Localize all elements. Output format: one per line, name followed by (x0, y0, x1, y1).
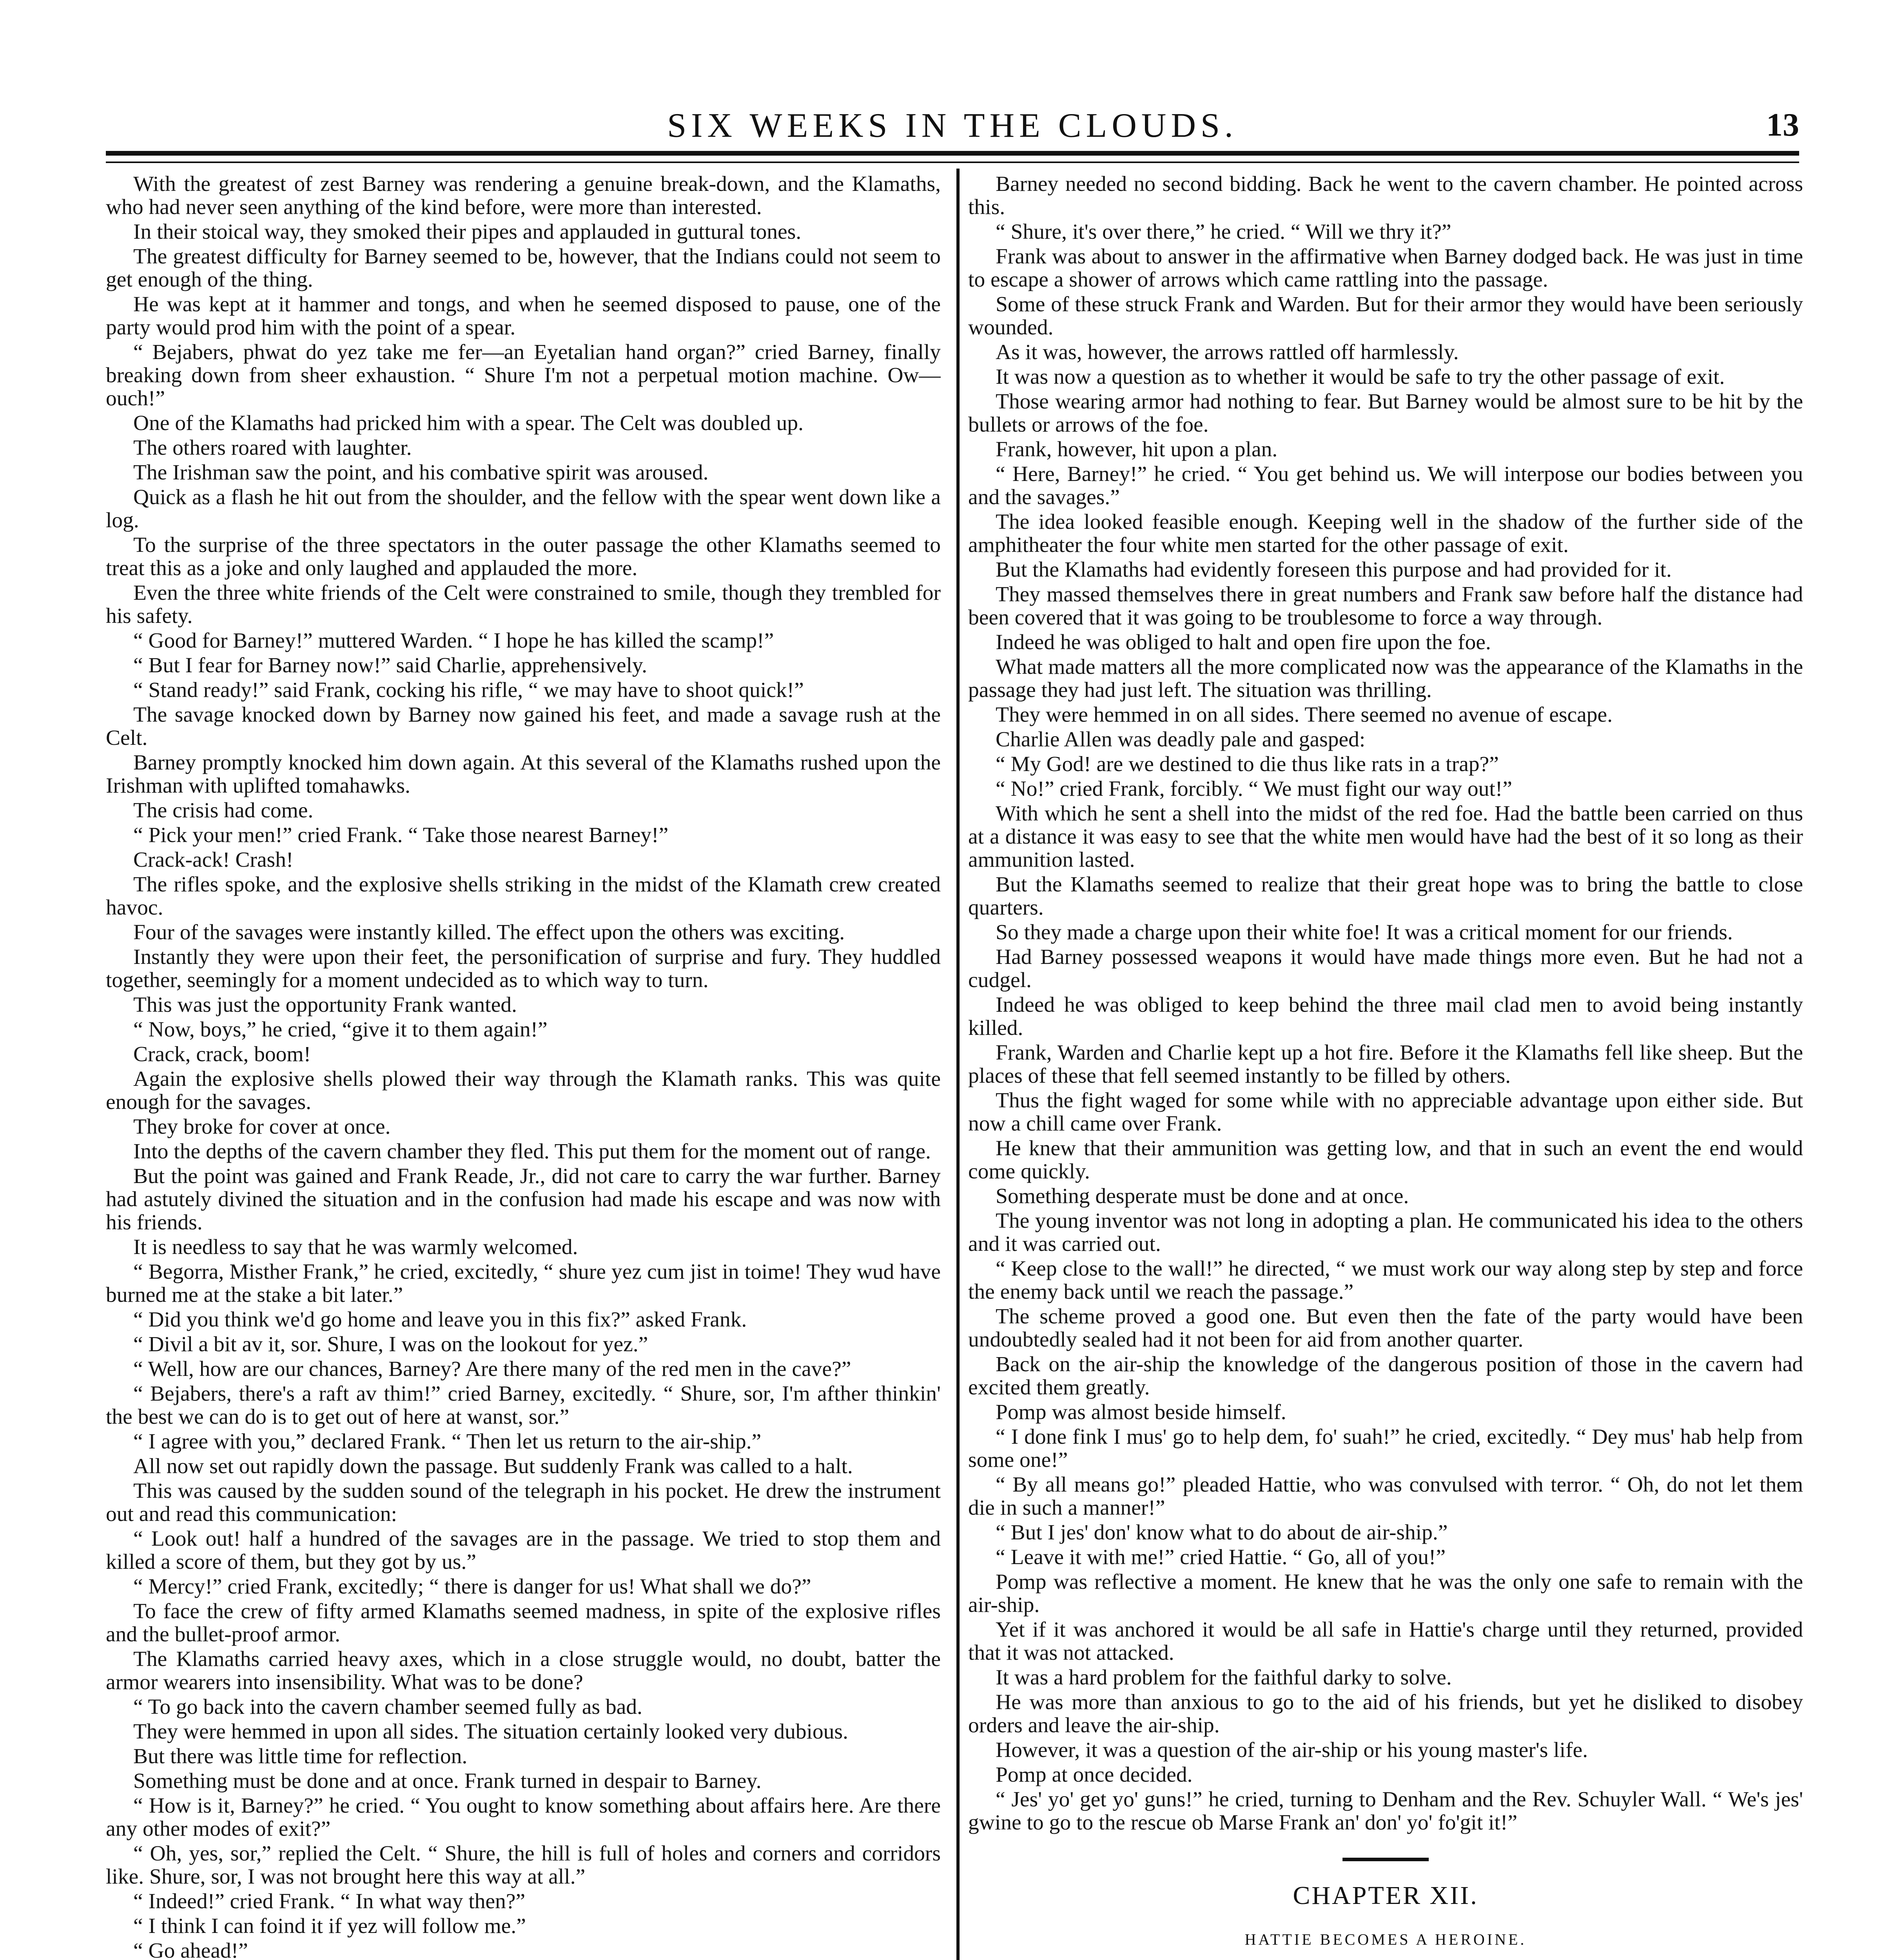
column-divider (956, 169, 960, 1960)
paragraph: “ My God! are we destined to die thus like rats in a trap?” (996, 752, 1499, 776)
paragraph: They broke for cover at once. (133, 1115, 391, 1139)
left-column (106, 172, 941, 1960)
paragraph: “ Mercy!” cried Frank, excitedly; “ there is danger for us! What shall we do?” (133, 1575, 811, 1599)
paragraph: All now set out rapidly down the passage. But suddenly Frank was called to a halt. (133, 1454, 853, 1478)
paragraph: The young inventor was not long in adopting a plan. He communicated his idea to the others and it was carried out. (968, 1209, 1803, 1256)
paragraph: The others roared with laughter. (133, 436, 412, 460)
chapter-subtitle: HATTIE BECOMES A HEROINE. (1245, 1931, 1527, 1948)
chapter-title: CHAPTER XII. (1293, 1881, 1479, 1910)
paragraph: Crack, crack, boom! (133, 1042, 311, 1066)
paragraph: “ Divil a bit av it, sor. Shure, I was on the lookout for yez.” (133, 1332, 648, 1356)
paragraph: Barney needed no second bidding. Back he went to the cavern chamber. He pointed across this. (968, 172, 1803, 219)
paragraph: It is needless to say that he was warmly welcomed. (133, 1235, 578, 1259)
paragraph: Frank, however, hit upon a plan. (996, 437, 1278, 461)
paragraph: Something must be done and at once. Frank turned in despair to Barney. (133, 1769, 762, 1793)
paragraph: Those wearing armor had nothing to fear. But Barney would be almost sure to be hit by the bullets or arrows of the foe. (968, 390, 1803, 437)
paragraph: This was caused by the sudden sound of the telegraph in his pocket. He drew the instrument out and read this communication: (106, 1479, 941, 1526)
paragraph: “ Did you think we'd go home and leave you in this fix?” asked Frank. (133, 1308, 747, 1332)
paragraph: What made matters all the more complicated now was the appearance of the Klamaths in the passage they had just left. The situation was thrilling. (968, 655, 1803, 702)
paragraph: He knew that their ammunition was getting low, and that in such an event the end would come quickly. (968, 1136, 1803, 1183)
paragraph: Crack-ack! Crash! (133, 848, 294, 872)
paragraph: Frank was about to answer in the affirmative when Barney dodged back. He was just in time to escape a shower of arrows which came rattling into the passage. (968, 245, 1803, 292)
paragraph: Into the depths of the cavern chamber they fled. This put them for the moment out of range. (133, 1140, 931, 1163)
paragraph: “ How is it, Barney?” he cried. “ You ought to know something about affairs here. Are there any other modes of exit?” (106, 1794, 941, 1841)
paragraph: Pomp was reflective a moment. He knew that he was the only one safe to remain with the air-ship. (968, 1570, 1803, 1617)
paragraph: “ Stand ready!” said Frank, cocking his rifle, “ we may have to shoot quick!” (133, 678, 804, 702)
paragraph: “ By all means go!” pleaded Hattie, who was convulsed with terror. “ Oh, do not let them die in such a manner!” (968, 1473, 1803, 1520)
paragraph: Again the explosive shells plowed their way through the Klamath ranks. This was quite enough for the savages. (106, 1067, 941, 1114)
paragraph: But the Klamaths had evidently foreseen this purpose and had provided for it. (996, 558, 1672, 582)
paragraph: Barney promptly knocked him down again. At this several of the Klamaths rushed upon the Irishman with uplifted tomahawks. (106, 751, 941, 798)
running-title: SIX WEEKS IN THE CLOUDS. (667, 107, 1238, 145)
paragraph: Had Barney possessed weapons it would have made things more even. But he had not a cudgel. (968, 945, 1803, 992)
paragraph: Quick as a flash he hit out from the shoulder, and the fellow with the spear went down like a log. (106, 485, 941, 532)
paragraph: But there was little time for reflection. (133, 1744, 468, 1768)
paragraph: “ But I jes' don' know what to do about de air-ship.” (996, 1521, 1448, 1544)
paragraph: So they made a charge upon their white foe! It was a critical moment for our friends. (996, 920, 1733, 944)
paragraph: “ No!” cried Frank, forcibly. “ We must fight our way out!” (996, 777, 1512, 801)
right-column (968, 172, 1803, 1960)
paragraph: The crisis had come. (133, 799, 314, 822)
paragraph: They were hemmed in upon all sides. The situation certainly looked very dubious. (133, 1720, 848, 1744)
paragraph: Charlie Allen was deadly pale and gasped: (996, 728, 1366, 751)
paragraph: Back on the air-ship the knowledge of the dangerous position of those in the cavern had excited them greatly. (968, 1352, 1803, 1399)
paragraph: Pomp at once decided. (996, 1763, 1193, 1787)
paragraph: In their stoical way, they smoked their pipes and applauded in guttural tones. (133, 220, 802, 244)
paragraph: Frank, Warden and Charlie kept up a hot fire. Before it the Klamaths fell like sheep. But the places of these that fell seemed instantly to be filled by others. (968, 1041, 1803, 1088)
paragraph: “ Indeed!” cried Frank. “ In what way then?” (133, 1889, 526, 1913)
paragraph: “ Bejabers, phwat do yez take me fer—an Eyetalian hand organ?” cried Barney, finally breaking down from sheer exhaustion. “ Shure I'm not a perpetual motion machine. Ow—ouch!” (106, 340, 941, 410)
paragraph: “ Well, how are our chances, Barney? Are there many of the red men in the cave?” (133, 1357, 851, 1381)
paragraph: “ Now, boys,” he cried, “give it to them again!” (133, 1018, 548, 1042)
paragraph: One of the Klamaths had pricked him with a spear. The Celt was doubled up. (133, 411, 804, 435)
paragraph: The Irishman saw the point, and his combative spirit was aroused. (133, 461, 709, 485)
paragraph: But the point was gained and Frank Reade, Jr., did not care to carry the war further. Barney had astutely divined the situation and in the confusion had made his escape and was now with his friends. (106, 1164, 941, 1234)
paragraph: “ Shure, it's over there,” he cried. “ Will we thry it?” (996, 220, 1451, 244)
paragraph: It was a hard problem for the faithful darky to solve. (996, 1666, 1452, 1690)
paragraph: “ I think I can foind it if yez will follow me.” (133, 1914, 526, 1938)
paragraph: They massed themselves there in great numbers and Frank saw before half the distance had been covered that it was going to be troublesome to force a way through. (968, 583, 1803, 630)
paragraph: Pomp was almost beside himself. (996, 1400, 1286, 1424)
paragraph: “ To go back into the cavern chamber seemed fully as bad. (133, 1695, 642, 1719)
paragraph: Thus the fight waged for some while with no appreciable advantage upon either side. But now a chill came over Frank. (968, 1089, 1803, 1136)
paragraph: Four of the savages were instantly killed. The effect upon the others was exciting. (133, 920, 845, 944)
paragraph: “ Oh, yes, sor,” replied the Celt. “ Shure, the hill is full of holes and corners and corridors like. Shure, sor, I was not brought here this way at all.” (106, 1842, 941, 1889)
paragraph: The savage knocked down by Barney now gained his feet, and made a savage rush at the Celt. (106, 703, 941, 750)
paragraph: Something desperate must be done and at once. (996, 1184, 1409, 1208)
paragraph: “ Begorra, Misther Frank,” he cried, excitedly, “ shure yez cum jist in toime! They wud have burned me at the stake a bit later.” (106, 1260, 941, 1307)
paragraph: Even the three white friends of the Celt were constrained to smile, though they trembled for his safety. (106, 581, 941, 628)
paragraph: “ Here, Barney!” he cried. “ You get behind us. We will interpose our bodies between you and the savages.” (968, 462, 1803, 509)
paragraph: “ Pick your men!” cried Frank. “ Take those nearest Barney!” (133, 823, 669, 847)
paragraph: The greatest difficulty for Barney seemed to be, however, that the Indians could not seem to get enough of the thing. (106, 245, 941, 292)
paragraph: “ I done fink I mus' go to help dem, fo' suah!” he cried, excitedly. “ Dey mus' hab help from some one!” (968, 1425, 1803, 1472)
paragraph: The rifles spoke, and the explosive shells striking in the midst of the Klamath crew created havoc. (106, 873, 941, 920)
paragraph: “ Go ahead!” (133, 1939, 248, 1960)
paragraph: “ I agree with you,” declared Frank. “ Then let us return to the air-ship.” (133, 1430, 762, 1454)
page-number: 13 (1766, 107, 1799, 143)
paragraph: He was more than anxious to go to the aid of his friends, but yet he disliked to disobey orders and leave the air-ship. (968, 1690, 1803, 1737)
paragraph: “ Good for Barney!” muttered Warden. “ I hope he has killed the scamp!” (133, 629, 774, 653)
paragraph: He was kept at it hammer and tongs, and when he seemed disposed to pause, one of the party would prod him with the point of a spear. (106, 292, 941, 339)
paragraph: To face the crew of fifty armed Klamaths seemed madness, in spite of the explosive rifles and the bullet-proof armor. (106, 1599, 941, 1646)
paragraph: To the surprise of the three spectators in the outer passage the other Klamaths seemed to treat this as a joke and only laughed and applauded the more. (106, 533, 941, 580)
paragraph: “ Keep close to the wall!” he directed, “ we must work our way along step by step and force the enemy back until we reach the passage.” (968, 1257, 1803, 1304)
paragraph: It was now a question as to whether it would be safe to try the other passage of exit. (996, 365, 1725, 389)
page-header (106, 94, 1799, 153)
paragraph: Yet if it was anchored it would be all safe in Hattie's charge until they returned, provided that it was not attacked. (968, 1618, 1803, 1665)
paragraph: The scheme proved a good one. But even then the fate of the party would have been undoubtedly sealed had it not been for aid from another quarter. (968, 1305, 1803, 1352)
paragraph: “ Look out! half a hundred of the savages are in the passage. We tried to stop them and killed a score of them, but they got by us.” (106, 1527, 941, 1574)
paragraph: “ But I fear for Barney now!” said Charlie, apprehensively. (133, 653, 647, 677)
paragraph: With the greatest of zest Barney was rendering a genuine break-down, and the Klamaths, who had never seen anything of the kind before, were more than interested. (106, 172, 941, 219)
paragraph: As it was, however, the arrows rattled off harmlessly. (996, 340, 1459, 364)
right-column-paragraphs (968, 172, 1803, 1834)
paragraph: This was just the opportunity Frank wanted. (133, 993, 517, 1017)
paragraph: Indeed he was obliged to keep behind the three mail clad men to avoid being instantly killed. (968, 993, 1803, 1040)
header-rule-thin (106, 162, 1799, 163)
paragraph: However, it was a question of the air-ship or his young master's life. (996, 1738, 1588, 1762)
paragraph: “ Jes' yo' get yo' guns!” he cried, turning to Denham and the Rev. Schuyler Wall. “ We's jes' gwine to go to the rescue ob Marse Frank an' don' yo' fo'git it!” (968, 1788, 1803, 1835)
paragraph: “ Leave it with me!” cried Hattie. “ Go, all of you!” (996, 1545, 1446, 1569)
paragraph: The Klamaths carried heavy axes, which in a close struggle would, no doubt, batter the armor wearers into insensibility. What was to be done? (106, 1647, 941, 1694)
paragraph: Some of these struck Frank and Warden. But for their armor they would have been seriously wounded. (968, 292, 1803, 339)
paragraph: With which he sent a shell into the midst of the red foe. Had the battle been carried on thus at a distance it was easy to see that the white men would have had the best of it so long as their ammunition lasted. (968, 802, 1803, 872)
paragraph: They were hemmed in on all sides. There seemed no avenue of escape. (996, 703, 1613, 727)
chapter-rule (1342, 1858, 1429, 1861)
paragraph: Instantly they were upon their feet, the personification of surprise and fury. They huddled together, seemingly for a moment undecided as to which way to turn. (106, 945, 941, 992)
paragraph: The idea looked feasible enough. Keeping well in the shadow of the further side of the amphitheater the four white men started for the other passage of exit. (968, 510, 1803, 557)
header-rule-thick (106, 151, 1799, 156)
paragraph: But the Klamaths seemed to realize that their great hope was to bring the battle to close quarters. (968, 873, 1803, 920)
paragraph: Indeed he was obliged to halt and open fire upon the foe. (996, 630, 1491, 654)
paragraph: “ Bejabers, there's a raft av thim!” cried Barney, excitedly. “ Shure, sor, I'm afther thinkin' the best we can do is to get out of here at wanst, sor.” (106, 1382, 941, 1429)
